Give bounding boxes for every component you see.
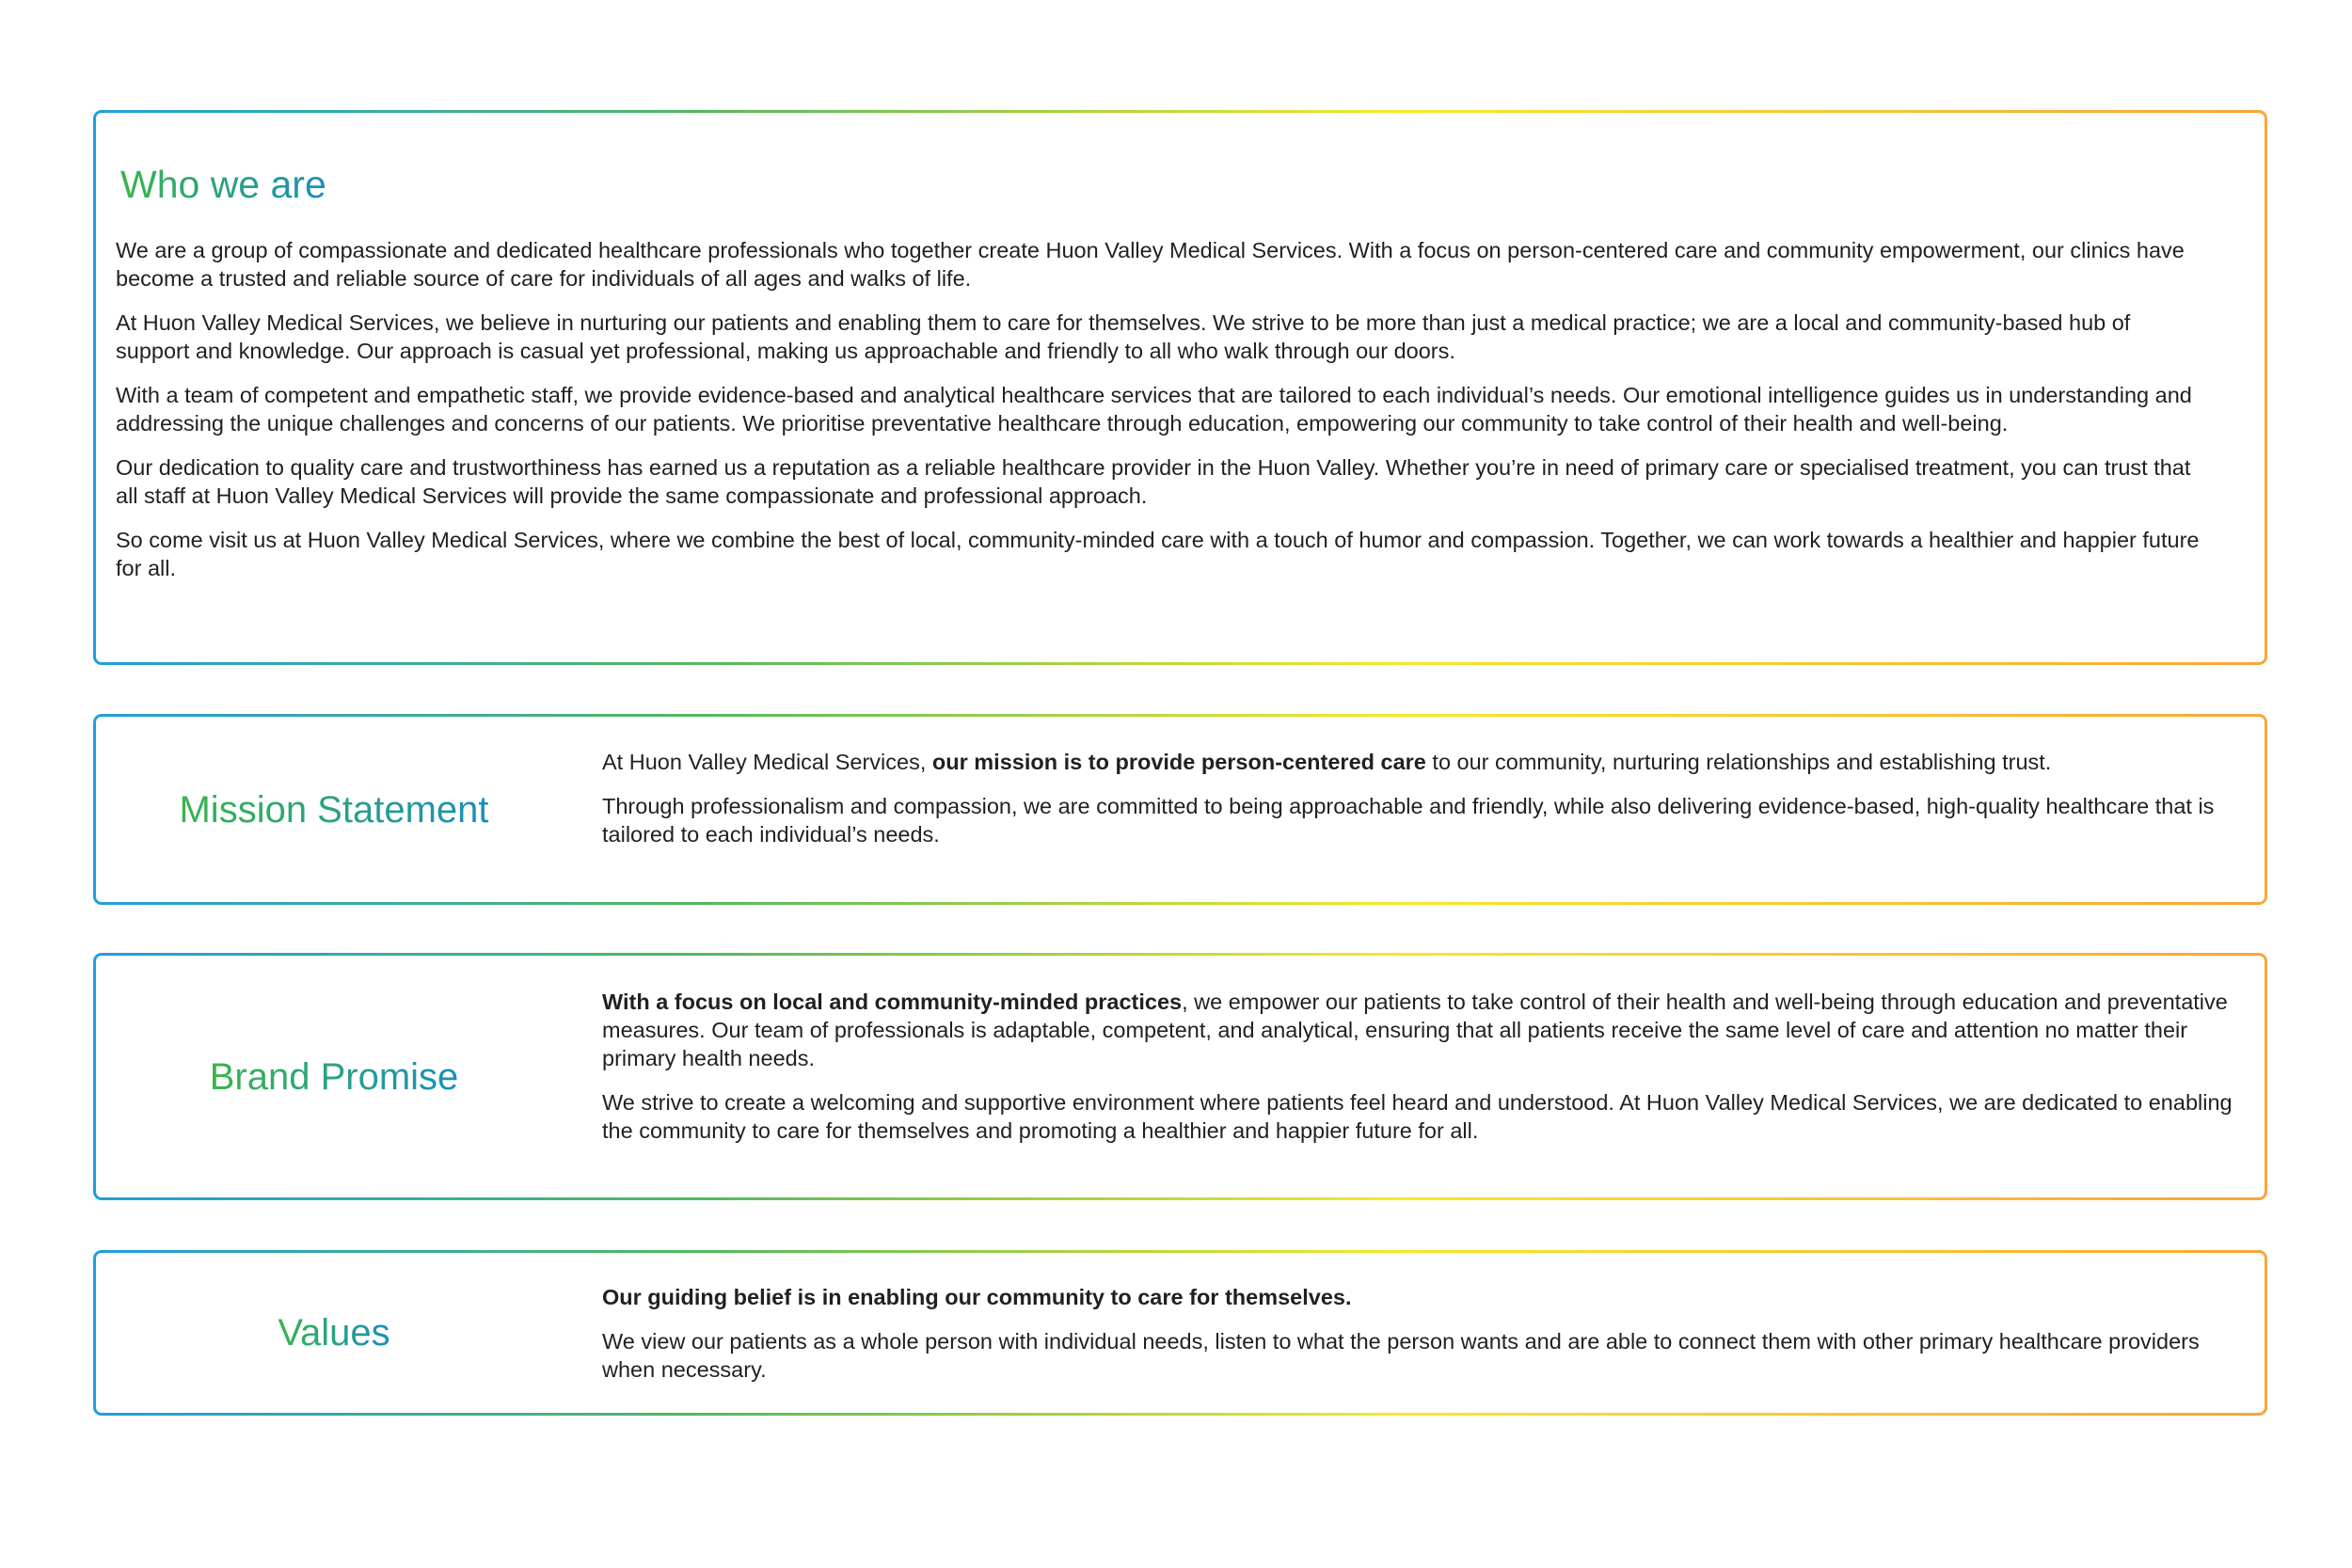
brand-heading-area xyxy=(96,956,572,1197)
brand-promise-card xyxy=(93,953,2267,1200)
brand-text-tail: , we empower our patients to take control of their health and well-being through education and preventative measures. Our team of professionals is adaptable, competent, and analytical, ensuring that all patients receive the same level of care and attention no matter their primary health needs. xyxy=(602,990,2228,1070)
mission-text-lead: At Huon Valley Medical Services, xyxy=(602,750,932,774)
values-text-bold: Our guiding belief is in enabling our community to care for themselves. xyxy=(602,1285,1352,1309)
who-paragraph-3: With a team of competent and empathetic staff, we provide evidence-based and analytical healthcare services that are tailored to each individual’s needs. Our emotional intelligence guides us in understanding and addressing the unique challenges and concerns of our patients. We prioritise preventative healthcare through education, empowering our community to take control of their health and well-being. xyxy=(116,383,2192,436)
mission-text-bold: our mission is to provide person-centered care xyxy=(931,750,1426,774)
brand-promise-body xyxy=(602,988,2239,1161)
mission-paragraph-1 xyxy=(602,748,2239,776)
brand-paragraph-1 xyxy=(602,988,2239,1072)
values-heading-area xyxy=(96,1253,572,1413)
values-body xyxy=(602,1283,2239,1400)
mission-statement-card xyxy=(93,714,2267,905)
values-paragraph-1 xyxy=(602,1283,2239,1311)
mission-statement-body xyxy=(602,748,2239,864)
brand-text-bold: With a focus on local and community-minded practices xyxy=(602,990,1183,1014)
who-paragraph-2: At Huon Valley Medical Services, we believe in nurturing our patients and enabling them to care for themselves. We strive to be more than just a medical practice; we are a local and community-based hub of support and knowledge. Our approach is casual yet professional, making us approachable and friendly to all who walk through our doors. xyxy=(116,310,2131,363)
values-paragraph-2: We view our patients as a whole person with individual needs, listen to what the person wants and are able to connect them with other primary healthcare providers when necessary. xyxy=(602,1329,2200,1382)
mission-statement-heading: Mission Statement xyxy=(179,788,489,831)
who-we-are-card xyxy=(93,110,2267,665)
who-we-are-body xyxy=(116,236,2204,598)
mission-heading-area xyxy=(96,717,572,902)
mission-text-tail: to our community, nurturing relationships and establishing trust. xyxy=(1425,750,2052,774)
mission-paragraph-2: Through professionalism and compassion, we are committed to being approachable and friendly, while also delivering evidence-based, high-quality healthcare that is tailored to each individual’s needs. xyxy=(602,794,2215,847)
values-card xyxy=(93,1250,2267,1416)
who-paragraph-1: We are a group of compassionate and dedicated healthcare professionals who together create Huon Valley Medical Services. With a focus on person-centered care and community empowerment, our clinics have become a trusted and reliable source of care for individuals of all ages and walks of life. xyxy=(116,238,2185,291)
values-heading: Values xyxy=(278,1312,390,1354)
brand-paragraph-2: We strive to create a welcoming and supportive environment where patients feel heard and understood. At Huon Valley Medical Services, we are dedicated to enabling the community to care for themselves and promoting a healthier and happier future for all. xyxy=(602,1090,2233,1143)
who-paragraph-4: Our dedication to quality care and trustworthiness has earned us a reputation as a reliable healthcare provider in the Huon Valley. Whether you’re in need of primary care or specialised treatment, you can trust that all staff at Huon Valley Medical Services will provide the same compassionate and professional approach. xyxy=(116,455,2191,508)
who-paragraph-5: So come visit us at Huon Valley Medical Services, where we combine the best of local, community-minded care with a touch of humor and compassion. Together, we can work towards a healthier and happier future for all. xyxy=(116,528,2200,580)
who-we-are-heading: Who we are xyxy=(120,162,326,208)
brand-promise-heading: Brand Promise xyxy=(209,1055,459,1098)
